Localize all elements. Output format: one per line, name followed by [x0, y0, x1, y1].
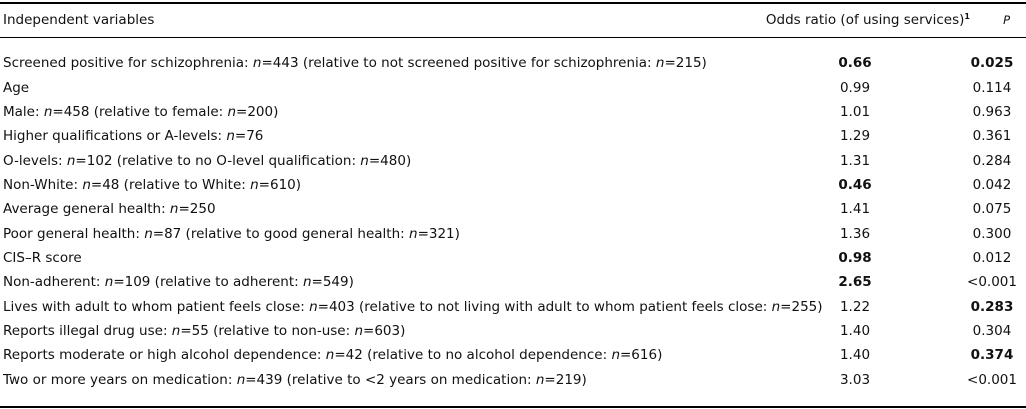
row-p-value: 0.963 [972, 104, 1012, 120]
row-odds-ratio: 0.66 [838, 55, 872, 71]
header-odds-ratio [766, 12, 970, 30]
row-odds-ratio: 1.29 [839, 128, 871, 144]
row-odds-ratio: 1.22 [839, 299, 871, 315]
row-variable: Age [3, 80, 30, 96]
row-p-value: <0.001 [967, 372, 1017, 388]
table-top-rule [0, 2, 1026, 4]
header-odds-ratio-label: Odds ratio (of using services) [765, 12, 965, 28]
header-odds-ratio-footnote: 1 [964, 12, 970, 21]
row-p-value: 0.284 [972, 153, 1012, 169]
row-p-value: 0.025 [970, 55, 1014, 71]
row-odds-ratio: 0.46 [838, 177, 872, 193]
row-variable: O-levels: n=102 (relative to no O-level qualification: n=480) [3, 153, 412, 169]
header-independent-variables: Independent variables [3, 12, 155, 28]
row-odds-ratio: 1.40 [839, 347, 871, 363]
row-odds-ratio: 2.65 [838, 274, 872, 290]
row-p-value: 0.361 [972, 128, 1012, 144]
row-variable: Screened positive for schizophrenia: n=443 (relative to not screened positive for schizophrenia: n=215) [3, 55, 707, 71]
row-variable: Non-White: n=48 (relative to White: n=610) [3, 177, 302, 193]
row-odds-ratio: 1.36 [839, 226, 871, 242]
row-odds-ratio: 1.01 [839, 104, 871, 120]
header-p-value: P [1003, 13, 1010, 27]
row-p-value: 0.283 [970, 299, 1014, 315]
row-variable: Reports moderate or high alcohol dependence: n=42 (relative to no alcohol dependence: n=616) [3, 347, 663, 363]
row-p-value: 0.012 [972, 250, 1012, 266]
row-variable: Non-adherent: n=109 (relative to adherent: n=549) [3, 274, 354, 290]
row-variable: Male: n=458 (relative to female: n=200) [3, 104, 279, 120]
row-variable: CIS–R score [3, 250, 82, 266]
row-odds-ratio: 1.41 [839, 201, 871, 217]
row-odds-ratio: 0.98 [838, 250, 872, 266]
row-variable: Lives with adult to whom patient feels close: n=403 (relative to not living with adult to whom patient feels close: n=255) [3, 299, 823, 315]
row-odds-ratio: 1.40 [839, 323, 871, 339]
row-p-value: 0.304 [972, 323, 1012, 339]
row-variable: Reports illegal drug use: n=55 (relative to non-use: n=603) [3, 323, 406, 339]
row-p-value: 0.042 [972, 177, 1012, 193]
row-p-value: 0.114 [972, 80, 1012, 96]
table-bottom-rule [0, 406, 1026, 408]
row-variable: Two or more years on medication: n=439 (relative to <2 years on medication: n=219) [3, 372, 587, 388]
row-p-value: <0.001 [967, 274, 1017, 290]
row-p-value: 0.075 [972, 201, 1012, 217]
row-p-value: 0.300 [972, 226, 1012, 242]
row-odds-ratio: 3.03 [839, 372, 871, 388]
row-p-value: 0.374 [970, 347, 1014, 363]
row-variable: Poor general health: n=87 (relative to good general health: n=321) [3, 226, 460, 242]
row-odds-ratio: 1.31 [839, 153, 871, 169]
row-odds-ratio: 0.99 [839, 80, 871, 96]
row-variable: Higher qualifications or A-levels: n=76 [3, 128, 264, 144]
row-variable: Average general health: n=250 [3, 201, 216, 217]
table-header-rule [0, 37, 1026, 38]
